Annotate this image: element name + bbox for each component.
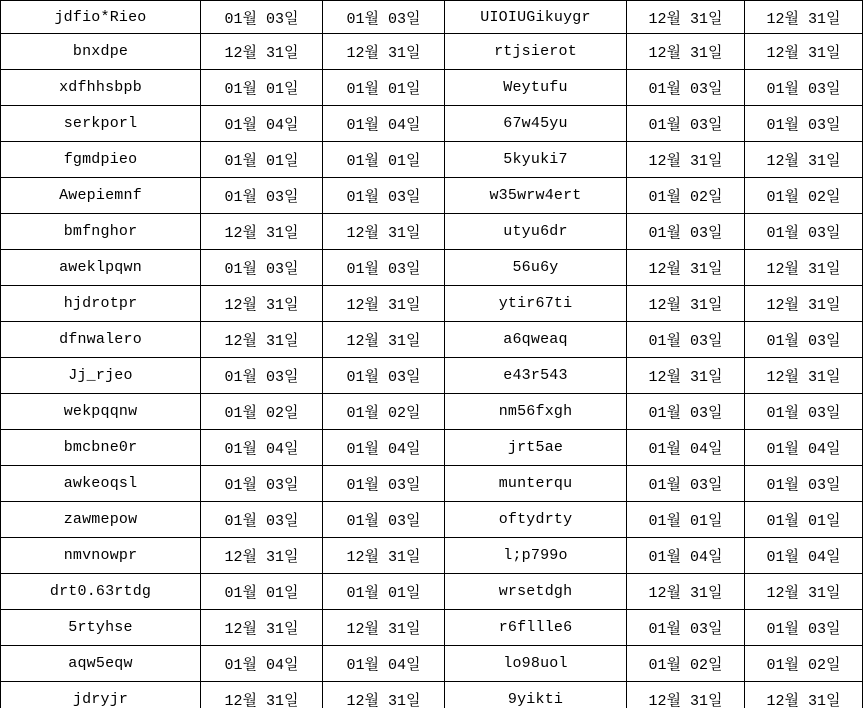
table-cell[interactable]: 01월 03일 xyxy=(201,358,323,394)
table-cell[interactable]: 01월 04일 xyxy=(201,106,323,142)
table-cell[interactable]: 12월 31일 xyxy=(201,682,323,708)
table-cell[interactable]: Awepiemnf xyxy=(1,178,201,214)
table-cell[interactable]: bmcbne0r xyxy=(1,430,201,466)
table-cell[interactable]: 01월 03일 xyxy=(745,394,863,430)
table-cell[interactable]: fgmdpieo xyxy=(1,142,201,178)
table-cell[interactable]: 01월 02일 xyxy=(745,646,863,682)
table-row[interactable] xyxy=(1,394,863,430)
table-cell[interactable]: aweklpqwn xyxy=(1,250,201,286)
table-cell[interactable]: 01월 03일 xyxy=(627,466,745,502)
table-cell[interactable]: Jj_rjeo xyxy=(1,358,201,394)
table-row[interactable] xyxy=(1,106,863,142)
table-cell[interactable]: a6qweaq xyxy=(445,322,627,358)
table-cell[interactable]: 12월 31일 xyxy=(323,214,445,250)
table-cell[interactable]: zawmepow xyxy=(1,502,201,538)
table-cell[interactable]: 67w45yu xyxy=(445,106,627,142)
table-row[interactable] xyxy=(1,178,863,214)
table-cell[interactable]: 01월 01일 xyxy=(745,502,863,538)
table-cell[interactable]: 01월 02일 xyxy=(201,394,323,430)
table-cell[interactable]: 12월 31일 xyxy=(627,682,745,708)
table-cell[interactable]: jdryjr xyxy=(1,682,201,708)
table-cell[interactable]: 12월 31일 xyxy=(627,574,745,610)
table-cell[interactable]: awkeoqsl xyxy=(1,466,201,502)
table-cell[interactable]: 01월 03일 xyxy=(323,502,445,538)
table-cell[interactable]: 12월 31일 xyxy=(745,34,863,70)
table-cell[interactable]: munterqu xyxy=(445,466,627,502)
table-cell[interactable]: UIOIUGikuygr xyxy=(445,1,627,34)
table-cell[interactable]: 01월 01일 xyxy=(323,142,445,178)
table-cell[interactable]: r6fllle6 xyxy=(445,610,627,646)
table-row[interactable] xyxy=(1,358,863,394)
table-row[interactable] xyxy=(1,250,863,286)
table-cell[interactable]: 01월 02일 xyxy=(627,178,745,214)
table-cell[interactable]: 12월 31일 xyxy=(627,250,745,286)
table-cell[interactable]: ytir67ti xyxy=(445,286,627,322)
table-cell[interactable]: 5rtyhse xyxy=(1,610,201,646)
table-cell[interactable]: e43r543 xyxy=(445,358,627,394)
table-cell[interactable]: 12월 31일 xyxy=(323,610,445,646)
table-cell[interactable]: 01월 03일 xyxy=(201,178,323,214)
table-cell[interactable]: 12월 31일 xyxy=(323,538,445,574)
table-cell[interactable]: 01월 03일 xyxy=(627,70,745,106)
table-cell[interactable]: 01월 04일 xyxy=(323,430,445,466)
table-row[interactable] xyxy=(1,682,863,708)
table-cell[interactable]: nm56fxgh xyxy=(445,394,627,430)
table-cell[interactable]: 01월 03일 xyxy=(323,466,445,502)
table-cell[interactable]: 12월 31일 xyxy=(323,286,445,322)
table-cell[interactable]: 01월 01일 xyxy=(201,142,323,178)
table-cell[interactable]: w35wrw4ert xyxy=(445,178,627,214)
table-cell[interactable]: 56u6y xyxy=(445,250,627,286)
table-cell[interactable]: 01월 04일 xyxy=(745,538,863,574)
table-cell[interactable]: 12월 31일 xyxy=(745,1,863,34)
table-cell[interactable]: 01월 03일 xyxy=(745,106,863,142)
table-row[interactable] xyxy=(1,1,863,34)
table-row[interactable] xyxy=(1,430,863,466)
table-cell[interactable]: 12월 31일 xyxy=(323,322,445,358)
table-cell[interactable]: 9yikti xyxy=(445,682,627,708)
table-cell[interactable]: 01월 03일 xyxy=(627,214,745,250)
table-cell[interactable]: jrt5ae xyxy=(445,430,627,466)
table-cell[interactable]: Weytufu xyxy=(445,70,627,106)
table-cell[interactable]: 01월 04일 xyxy=(627,538,745,574)
table-cell[interactable]: 01월 01일 xyxy=(201,574,323,610)
table-cell[interactable]: 12월 31일 xyxy=(323,34,445,70)
table-cell[interactable]: 01월 04일 xyxy=(323,646,445,682)
table-cell[interactable]: 01월 04일 xyxy=(745,430,863,466)
table-cell[interactable]: 12월 31일 xyxy=(201,286,323,322)
table-cell[interactable]: lo98uol xyxy=(445,646,627,682)
table-cell[interactable]: bnxdpe xyxy=(1,34,201,70)
table-cell[interactable]: 01월 03일 xyxy=(323,250,445,286)
table-row[interactable] xyxy=(1,502,863,538)
table-cell[interactable]: jdfio*Rieo xyxy=(1,1,201,34)
table-cell[interactable]: 01월 01일 xyxy=(323,70,445,106)
table-cell[interactable]: 01월 04일 xyxy=(627,430,745,466)
table-cell[interactable]: 01월 03일 xyxy=(627,322,745,358)
table-row[interactable] xyxy=(1,142,863,178)
table-cell[interactable]: 01월 01일 xyxy=(627,502,745,538)
table-cell[interactable]: dfnwalero xyxy=(1,322,201,358)
table-cell[interactable]: wekpqqnw xyxy=(1,394,201,430)
table-cell[interactable]: 12월 31일 xyxy=(201,322,323,358)
table-row[interactable] xyxy=(1,466,863,502)
table-cell[interactable]: 01월 04일 xyxy=(323,106,445,142)
table-cell[interactable]: 01월 03일 xyxy=(745,70,863,106)
table-cell[interactable]: 01월 03일 xyxy=(745,214,863,250)
table-cell[interactable]: 12월 31일 xyxy=(745,574,863,610)
table-cell[interactable]: 12월 31일 xyxy=(201,610,323,646)
table-cell[interactable]: oftydrty xyxy=(445,502,627,538)
table-cell[interactable]: 01월 03일 xyxy=(745,610,863,646)
table-cell[interactable]: 01월 03일 xyxy=(745,466,863,502)
table-row[interactable] xyxy=(1,574,863,610)
table-cell[interactable]: 12월 31일 xyxy=(745,358,863,394)
table-cell[interactable]: 01월 03일 xyxy=(627,610,745,646)
table-cell[interactable]: 01월 01일 xyxy=(201,70,323,106)
table-cell[interactable]: hjdrotpr xyxy=(1,286,201,322)
table-row[interactable] xyxy=(1,610,863,646)
table-cell[interactable]: utyu6dr xyxy=(445,214,627,250)
table-cell[interactable]: 12월 31일 xyxy=(745,250,863,286)
table-cell[interactable]: 12월 31일 xyxy=(745,142,863,178)
table-cell[interactable]: 01월 01일 xyxy=(323,574,445,610)
table-cell[interactable]: l;p799o xyxy=(445,538,627,574)
table-cell[interactable]: 01월 02일 xyxy=(745,178,863,214)
table-cell[interactable]: 12월 31일 xyxy=(201,34,323,70)
table-row[interactable] xyxy=(1,322,863,358)
table-cell[interactable]: wrsetdgh xyxy=(445,574,627,610)
table-cell[interactable]: 01월 03일 xyxy=(201,502,323,538)
table-cell[interactable]: 12월 31일 xyxy=(627,34,745,70)
table-cell[interactable]: 12월 31일 xyxy=(323,682,445,708)
table-cell[interactable]: 01월 03일 xyxy=(201,1,323,34)
table-cell[interactable]: 12월 31일 xyxy=(201,214,323,250)
table-cell[interactable]: 01월 02일 xyxy=(627,646,745,682)
table-row[interactable] xyxy=(1,214,863,250)
table-cell[interactable]: 12월 31일 xyxy=(745,682,863,708)
table-row[interactable] xyxy=(1,286,863,322)
table-row[interactable] xyxy=(1,70,863,106)
table-cell[interactable]: 01월 03일 xyxy=(627,106,745,142)
table-cell[interactable]: 01월 04일 xyxy=(201,646,323,682)
table-row[interactable] xyxy=(1,538,863,574)
table-cell[interactable]: 01월 04일 xyxy=(201,430,323,466)
table-cell[interactable]: bmfnghor xyxy=(1,214,201,250)
table-cell[interactable]: 01월 03일 xyxy=(201,466,323,502)
table-row[interactable] xyxy=(1,646,863,682)
table-cell[interactable]: 01월 03일 xyxy=(323,358,445,394)
table-cell[interactable]: 01월 03일 xyxy=(201,250,323,286)
table-cell[interactable]: rtjsierot xyxy=(445,34,627,70)
table-cell[interactable]: serkporl xyxy=(1,106,201,142)
table-row[interactable] xyxy=(1,34,863,70)
table-cell[interactable]: drt0.63rtdg xyxy=(1,574,201,610)
table-cell[interactable]: aqw5eqw xyxy=(1,646,201,682)
table-cell[interactable]: 01월 03일 xyxy=(323,178,445,214)
table-cell[interactable]: 12월 31일 xyxy=(627,358,745,394)
table-cell[interactable]: 12월 31일 xyxy=(745,286,863,322)
table-cell[interactable]: 12월 31일 xyxy=(627,142,745,178)
table-cell[interactable]: 12월 31일 xyxy=(201,538,323,574)
table-cell[interactable]: 12월 31일 xyxy=(627,286,745,322)
table-cell[interactable]: xdfhhsbpb xyxy=(1,70,201,106)
table-body xyxy=(1,1,863,708)
table-cell[interactable]: 5kyuki7 xyxy=(445,142,627,178)
table-cell[interactable]: 12월 31일 xyxy=(627,1,745,34)
table-cell[interactable]: 01월 02일 xyxy=(323,394,445,430)
table-cell[interactable]: 01월 03일 xyxy=(745,322,863,358)
table-cell[interactable]: 01월 03일 xyxy=(627,394,745,430)
table-cell[interactable]: nmvnowpr xyxy=(1,538,201,574)
table-cell[interactable]: 01월 03일 xyxy=(323,1,445,34)
